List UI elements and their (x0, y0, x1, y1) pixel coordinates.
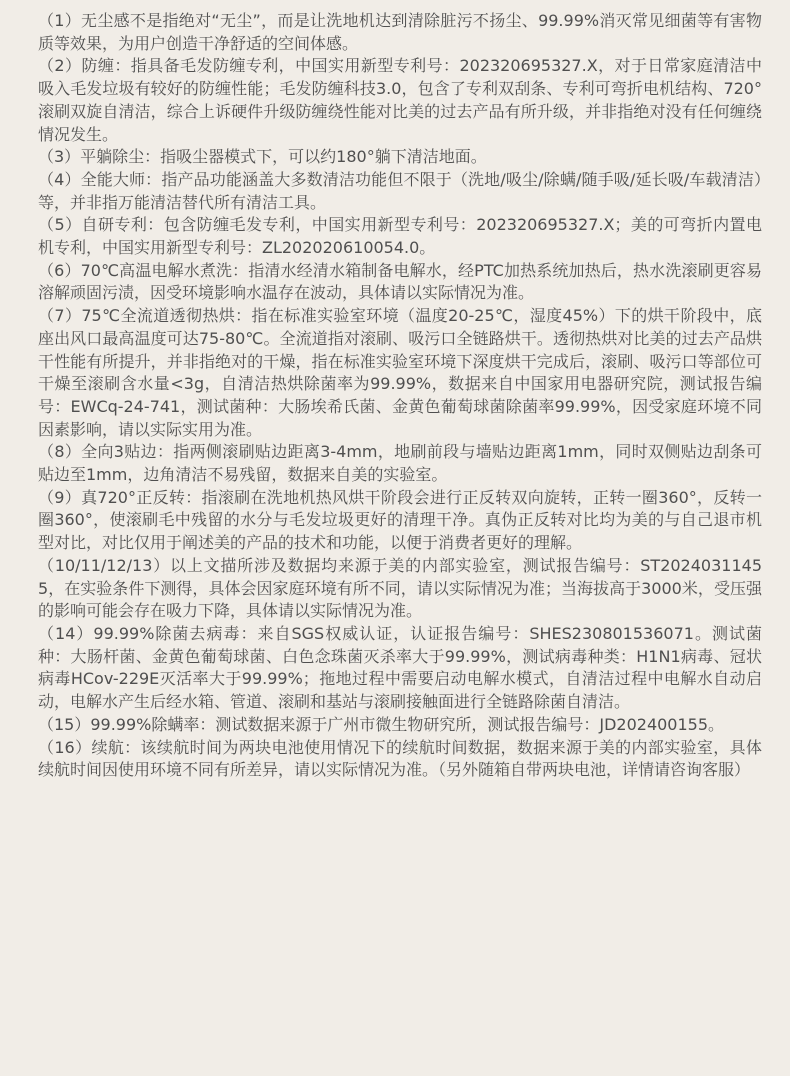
note-7: （7）75℃全流道透彻热烘：指在标准实验室环境（温度20-25℃，湿度45%）下的烘干阶段中，底座出风口最高温度可达75-80℃。全流道指对滚刷、吸污口全链路烘干。透彻热烘对比美的过去产品烘干性能有所提升，并非指绝对的干燥，指在标准实验室环境下深度烘干完成后，滚刷、吸污口等部位可干燥至滚刷含水量<3g，自清洁热烘除菌率为99.99%，数据来自中国家用电器研究院，测试报告编号：EWCq-24-741，测试菌种：大肠埃希氏菌、金黄色葡萄球菌除菌率99.99%，因受家庭环境不同因素影响，请以实际实用为准。 (38, 306, 762, 439)
note-6: （6）70℃高温电解水煮洗：指清水经清水箱制备电解水，经PTC加热系统加热后，热水洗滚刷更容易溶解顽固污渍，因受环境影响水温存在波动，具体请以实际情况为准。 (38, 260, 762, 303)
note-5: （5）自研专利：包含防缠毛发专利，中国实用新型专利号：202320695327.X；美的可弯折内置电机专利，中国实用新型专利号：ZL202020610054.0。 (38, 215, 762, 258)
note-9: （9）真720°正反转：指滚刷在洗地机热风烘干阶段会进行正反转双向旋转，正转一圈360°，反转一圈360°，使滚刷毛中残留的水分与毛发垃圾更好的清理干净。真伪正反转对比均为美的与自己退市机型对比，对比仅用于阐述美的产品的技术和功能，以便于消费者更好的理解。 (38, 487, 762, 553)
note-4: （4）全能大师：指产品功能涵盖大多数清洁功能但不限于（洗地/吸尘/除螨/随手吸/延长吸/车载清洁）等，并非指万能清洁替代所有清洁工具。 (38, 169, 762, 212)
note-10-13: （10/11/12/13）以上文描所涉及数据均来源于美的内部实验室，测试报告编号：ST20240311455，在实验条件下测得，具体会因家庭环境有所不同，请以实际情况为准；当海拔高于3000米，受压强的影响可能会存在吸力下降，具体请以实际情况为准。 (38, 555, 762, 621)
note-16: （16）续航：该续航时间为两块电池使用情况下的续航时间数据，数据来源于美的内部实验室，具体续航时间因使用环境不同有所差异，请以实际情况为准。（另外随箱自带两块电池，详情请咨询客服） (38, 737, 762, 780)
note-15: （15）99.99%除螨率：测试数据来源于广州市微生物研究所，测试报告编号：JD202400155。 (38, 714, 725, 734)
note-8: （8）全向3贴边：指两侧滚刷贴边距离3-4mm，地刷前段与墙贴边距离1mm，同时双侧贴边刮条可贴边至1mm，边角清洁不易残留，数据来自美的实验室。 (38, 442, 762, 485)
note-2: （2）防缠：指具备毛发防缠专利，中国实用新型专利号：202320695327.X，对于日常家庭清洁中吸入毛发垃圾有较好的防缠性能；毛发防缠科技3.0，包含了专利双刮条、专利可弯折电机结构、720°滚刷双旋自清洁，综合上诉硬件升级防缠绕性能对比美的过去产品有所升级，并非指绝对没有任何缠绕情况发生。 (38, 56, 762, 144)
note-14: （14）99.99%除菌去病毒：来自SGS权威认证，认证报告编号：SHES230801536071。测试菌种：大肠杆菌、金黄色葡萄球菌、白色念珠菌灭杀率大于99.99%，测试病毒种类：H1N1病毒、冠状病毒HCov-229E灭活率大于99.99%；拖地过程中需要启动电解水模式，自清洁过程中电解水自动启动，电解水产生后经水箱、管道、滚刷和基站与滚刷接触面进行全链路除菌自清洁。 (38, 623, 762, 712)
note-3: （3）平躺除尘：指吸尘器模式下，可以约180°躺下清洁地面。 (38, 147, 487, 167)
note-1: （1）无尘感不是指绝对“无尘”，而是让洗地机达到清除脏污不扬尘、99.99%消灭常见细菌等有害物质等效果，为用户创造干净舒适的空间体感。 (38, 11, 762, 53)
